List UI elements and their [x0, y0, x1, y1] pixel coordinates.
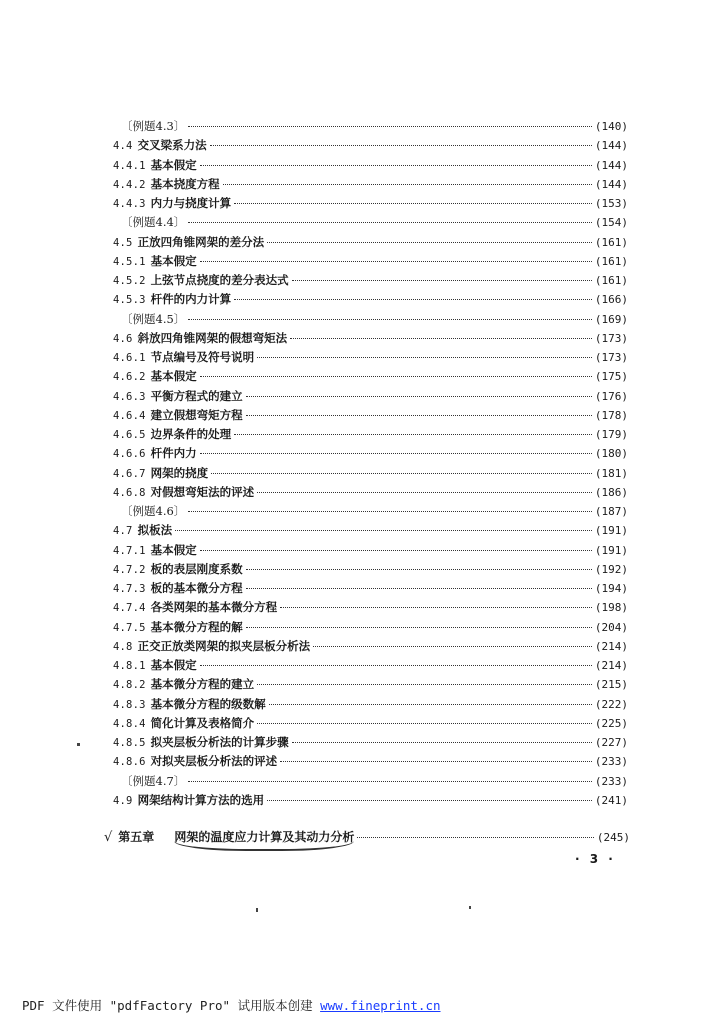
toc-entry-title: 杆件内力 — [150, 446, 197, 461]
leader-dots — [200, 261, 592, 262]
leader-dots — [200, 665, 592, 666]
toc-entry-page: (215) — [594, 678, 628, 692]
toc-entry-page: (222) — [594, 697, 628, 711]
toc-entry — [113, 136, 628, 155]
chapter-number: 第五章 — [118, 830, 155, 844]
toc-entry-title: 〔例题4.6〕 — [121, 504, 186, 518]
leader-dots — [188, 781, 592, 782]
toc-entry-title: 基本微分方程的级数解 — [150, 696, 266, 711]
leader-dots — [188, 511, 592, 512]
toc-entry — [113, 464, 628, 483]
toc-entry-title: 建立假想弯矩方程 — [150, 407, 243, 422]
toc-entry — [113, 772, 628, 791]
toc-entry-number: 4.6.8 — [113, 486, 146, 499]
toc-entry — [113, 117, 628, 136]
toc-entry-number: 4.6.7 — [113, 467, 146, 480]
toc-entry-page: (154) — [594, 216, 628, 230]
toc-entry-page: (233) — [594, 774, 628, 788]
toc-entry-number: 4.7.1 — [113, 544, 146, 557]
toc-entry-page: (166) — [594, 293, 628, 307]
toc-entry-page: (173) — [594, 351, 628, 364]
leader-dots — [200, 165, 592, 166]
toc-entry-page: (180) — [594, 447, 628, 461]
toc-entry — [113, 752, 628, 771]
toc-entry — [113, 579, 628, 598]
toc-entry — [113, 348, 628, 367]
leader-dots — [246, 588, 592, 589]
toc-entry-page: (181) — [594, 466, 628, 480]
leader-dots — [257, 723, 592, 724]
toc-entry — [113, 156, 628, 175]
toc-entry-number: 4.8.6 — [113, 756, 146, 769]
footer-text: PDF 文件使用 "pdfFactory Pro" 试用版本创建 — [22, 998, 321, 1013]
toc-entry-number: 4.5 — [113, 236, 133, 249]
toc-entry-number: 4.5.3 — [113, 294, 146, 307]
toc-entry-number: 4.6.5 — [113, 429, 146, 441]
toc-entry-title: 基本假定 — [150, 542, 197, 557]
toc-entry-page: (227) — [594, 736, 628, 749]
toc-entry-title: 基本微分方程的解 — [150, 619, 243, 634]
check-mark-icon: √ — [104, 830, 113, 845]
leader-dots — [188, 222, 592, 223]
toc-entry-page: (161) — [594, 235, 628, 249]
toc-entry — [113, 310, 628, 329]
leader-dots — [234, 203, 592, 204]
toc-entry-number: 4.6.2 — [113, 371, 146, 384]
leader-dots — [357, 837, 594, 838]
leader-dots — [210, 145, 592, 146]
toc-entry-number: 4.9 — [113, 794, 133, 807]
toc-entry-title: 基本假定 — [150, 369, 197, 384]
toc-entry — [113, 483, 628, 502]
toc-entry — [113, 252, 628, 271]
toc-entry-title: 各类网架的基本微分方程 — [150, 600, 278, 615]
toc-entry-number: 4.4 — [113, 140, 133, 153]
scan-speck — [77, 743, 80, 746]
toc-entry-page: (194) — [594, 582, 628, 595]
leader-dots — [246, 627, 592, 628]
toc-entry — [113, 329, 628, 348]
toc-entry-title: 基本挠度方程 — [150, 176, 220, 191]
leader-dots — [223, 184, 592, 185]
toc-entry-number: 4.8.4 — [113, 717, 146, 730]
toc-entry-page: (225) — [594, 716, 628, 730]
toc-entry-title: 内力与挠度计算 — [150, 196, 232, 210]
scan-speck — [469, 906, 471, 909]
toc-entry-page: (144) — [594, 177, 628, 191]
leader-dots — [246, 415, 592, 416]
toc-entry-page: (204) — [594, 620, 628, 634]
toc-entry-page: (191) — [594, 524, 628, 538]
leader-dots — [280, 607, 592, 608]
toc-entry-title: 板的基本微分方程 — [150, 581, 243, 595]
leader-dots — [290, 338, 592, 339]
toc-entry-title: 交叉梁系力法 — [137, 138, 207, 153]
toc-entry-title: 网架的挠度 — [150, 465, 209, 480]
toc-entry-title: 〔例题4.4〕 — [121, 215, 186, 230]
toc-entry-page: (241) — [594, 793, 628, 807]
toc-entry-page: (192) — [594, 562, 628, 576]
toc-entry-number: 4.8.1 — [113, 660, 146, 672]
toc-entry-number: 4.8.5 — [113, 737, 146, 749]
toc-entry — [113, 695, 628, 714]
toc-entry-title: 网架结构计算方法的选用 — [137, 792, 265, 807]
toc-entry-number: 4.4.1 — [113, 159, 146, 172]
toc-entry-page: (153) — [594, 197, 628, 210]
toc-entry — [113, 675, 628, 694]
toc-entry — [113, 560, 628, 579]
chapter-page: (245) — [596, 831, 630, 844]
toc-entry-title: 对假想弯矩法的评述 — [150, 484, 255, 499]
leader-dots — [211, 473, 592, 474]
toc-entry-number: 4.7.2 — [113, 563, 146, 576]
toc-entry-page: (161) — [594, 254, 628, 268]
leader-dots — [200, 453, 592, 454]
leader-dots — [188, 126, 592, 127]
toc-entry-page: (187) — [594, 505, 628, 518]
leader-dots — [246, 396, 592, 397]
toc-entry-title: 拟板法 — [137, 523, 173, 538]
toc-entry-page: (161) — [594, 274, 628, 287]
chapter-title: 网架的温度应力计算及其动力分析 — [174, 826, 354, 851]
toc-entry — [113, 502, 628, 521]
toc-entry — [113, 194, 628, 213]
toc-entry — [113, 733, 628, 752]
toc-entry — [113, 598, 628, 617]
leader-dots — [267, 242, 592, 243]
toc-entry — [113, 175, 628, 194]
toc-entry-title: 〔例题4.7〕 — [121, 773, 186, 788]
toc-entry-number: 4.8.2 — [113, 679, 146, 692]
toc-entry-page: (186) — [594, 485, 628, 499]
toc-entry-number: 4.8 — [113, 640, 133, 653]
toc-entry-page: (175) — [594, 370, 628, 384]
pdf-footer — [22, 996, 441, 1014]
toc-entry-number: 4.7.3 — [113, 583, 146, 595]
footer-link[interactable]: www.fineprint.cn — [320, 998, 441, 1013]
toc-entry-title: 杆件的内力计算 — [150, 292, 232, 307]
leader-dots — [234, 434, 592, 435]
toc-entry-number: 4.7.5 — [113, 621, 146, 634]
toc-entry — [113, 387, 628, 406]
toc-entry-title: 斜放四角锥网架的假想弯矩法 — [137, 330, 288, 345]
toc-entry-title: 〔例题4.5〕 — [121, 311, 186, 326]
leader-dots — [267, 800, 592, 801]
leader-dots — [257, 684, 592, 685]
toc-entry-page: (214) — [594, 659, 628, 672]
leader-dots — [246, 569, 592, 570]
toc-entry-title: 基本假定 — [150, 658, 197, 672]
toc-entry-number: 4.6.1 — [113, 352, 146, 364]
leader-dots — [188, 319, 592, 320]
toc-entry-page: (178) — [594, 408, 628, 422]
toc-entry — [113, 290, 628, 309]
leader-dots — [292, 280, 592, 281]
toc-entry-number: 4.5.1 — [113, 255, 146, 268]
toc-entry-page: (144) — [594, 139, 628, 153]
leader-dots — [269, 704, 592, 705]
toc-entry — [113, 406, 628, 425]
toc-entry-number: 4.7.4 — [113, 602, 146, 615]
toc-entry-page: (144) — [594, 158, 628, 172]
toc-entry — [113, 791, 628, 810]
toc-entry — [113, 444, 628, 463]
toc-entry — [113, 637, 628, 656]
leader-dots — [292, 742, 592, 743]
toc-entry-number: 4.6.4 — [113, 409, 146, 422]
toc-entry — [113, 271, 628, 290]
toc-entry-title: 平衡方程式的建立 — [150, 388, 243, 403]
toc-entry — [113, 618, 628, 637]
chapter-five-entry — [104, 826, 630, 848]
toc-entry-title: 正放四角锥网架的差分法 — [137, 234, 265, 249]
toc-entry-title: 节点编号及符号说明 — [150, 350, 255, 364]
leader-dots — [257, 357, 592, 358]
table-of-contents — [113, 117, 628, 810]
toc-entry-title: 基本假定 — [150, 157, 197, 172]
leader-dots — [175, 530, 592, 531]
toc-entry — [113, 521, 628, 540]
toc-entry-page: (198) — [594, 601, 628, 615]
toc-entry — [113, 233, 628, 252]
toc-entry-title: 拟夹层板分析法的计算步骤 — [150, 735, 289, 749]
toc-entry-title: 基本微分方程的建立 — [150, 677, 255, 692]
leader-dots — [257, 492, 592, 493]
toc-entry-title: 上弦节点挠度的差分表达式 — [150, 273, 289, 287]
toc-entry-page: (214) — [594, 639, 628, 653]
leader-dots — [280, 761, 592, 762]
toc-entry-page: (176) — [594, 389, 628, 403]
toc-entry — [113, 367, 628, 386]
toc-entry — [113, 425, 628, 444]
toc-entry-title: 简化计算及表格简介 — [150, 715, 255, 730]
scan-speck — [256, 908, 258, 912]
toc-entry-page: (169) — [594, 312, 628, 326]
toc-entry-page: (191) — [594, 543, 628, 557]
page-number: · 3 · — [575, 852, 616, 866]
leader-dots — [313, 646, 592, 647]
toc-entry-title: 边界条件的处理 — [150, 427, 232, 441]
leader-dots — [234, 299, 592, 300]
toc-entry — [113, 656, 628, 675]
toc-entry-number: 4.8.3 — [113, 698, 146, 711]
toc-entry-title: 基本假定 — [150, 253, 197, 268]
toc-entry-page: (233) — [594, 755, 628, 769]
toc-entry-title: 板的表层刚度系数 — [150, 561, 243, 576]
toc-entry-number: 4.6 — [113, 332, 133, 345]
toc-entry-title: 对拟夹层板分析法的评述 — [150, 754, 278, 769]
toc-entry — [113, 213, 628, 232]
toc-entry-title: 正交正放类网架的拟夹层板分析法 — [137, 638, 311, 653]
toc-entry — [113, 541, 628, 560]
toc-entry-number: 4.4.3 — [113, 198, 146, 210]
leader-dots — [200, 550, 592, 551]
toc-entry-number: 4.4.2 — [113, 178, 146, 191]
toc-entry-page: (173) — [594, 331, 628, 345]
toc-entry — [113, 714, 628, 733]
toc-entry-number: 4.6.3 — [113, 390, 146, 403]
toc-entry-page: (179) — [594, 428, 628, 441]
toc-entry-title: 〔例题4.3〕 — [121, 119, 186, 133]
toc-entry-number: 4.6.6 — [113, 448, 146, 461]
toc-entry-page: (140) — [594, 120, 628, 133]
toc-entry-number: 4.5.2 — [113, 275, 146, 287]
leader-dots — [200, 376, 592, 377]
toc-entry-number: 4.7 — [113, 525, 133, 538]
